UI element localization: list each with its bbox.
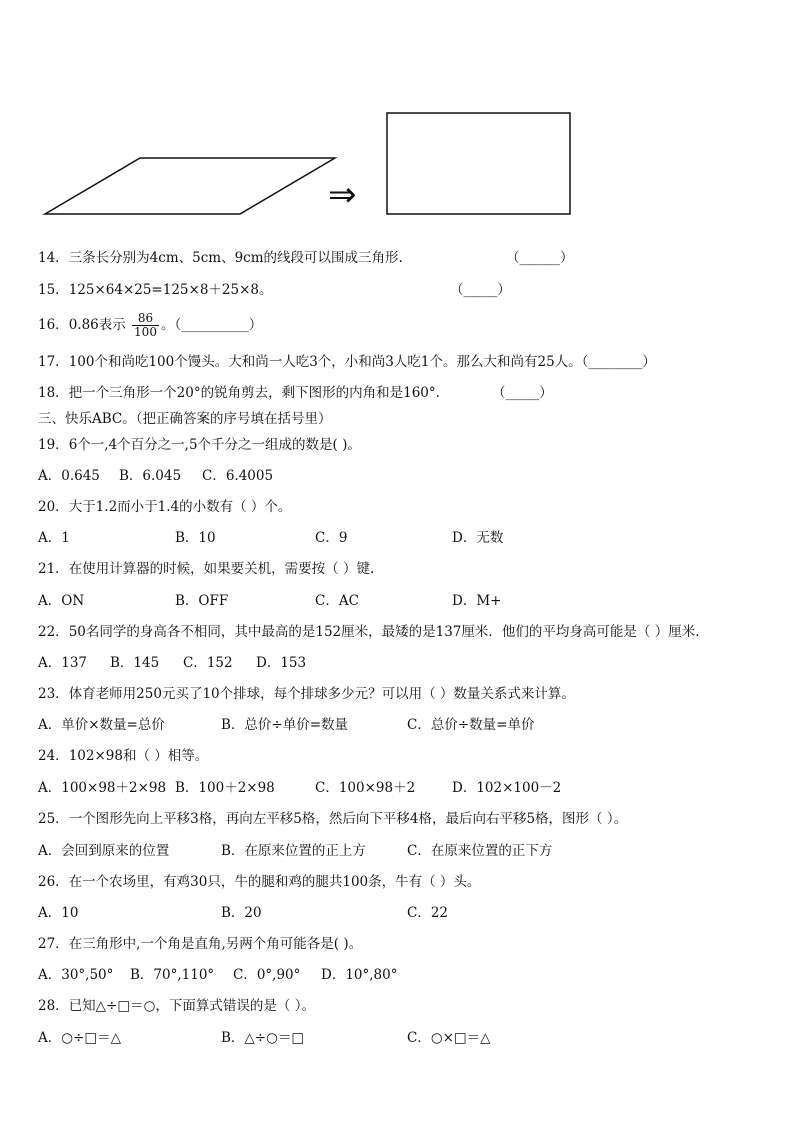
option-d[interactable]: D．102×100－2: [452, 780, 562, 796]
option-a[interactable]: A．○÷□＝△: [38, 1030, 121, 1046]
parallelogram-shape: [45, 158, 335, 214]
question-17: 17．100个和尚吃100个馒头。大和尚一人吃3个，小和尚3人吃1个。那么大和尚有25人。（________）: [38, 354, 656, 370]
option-d[interactable]: D．无数: [452, 530, 504, 546]
option-c[interactable]: C．22: [407, 905, 449, 921]
question-23: 23．体育老师用250元买了10个排球，每个排球多少元？可以用（ ）数量关系式来计算。: [38, 686, 575, 702]
question-16: 16．0.86表示 $\frac{86}{100}$ 。（__________）: [38, 311, 263, 339]
question-21: 21．在使用计算器的时候，如果要关机，需要按（ ）键.: [38, 561, 375, 577]
option-b[interactable]: B．20: [221, 905, 262, 921]
question-18: 18．把一个三角形一个20°的锐角剪去，剩下图形的内角和是160°.: [38, 385, 440, 401]
option-a[interactable]: A．137: [38, 655, 88, 671]
question-24: 24．102×98和（ ）相等。: [38, 748, 209, 764]
question-26: 26．在一个农场里，有鸡30只，牛的腿和鸡的腿共100条，牛有（ ）头。: [38, 874, 481, 890]
answer-blank-16[interactable]: 。（__________）: [160, 317, 263, 333]
option-a[interactable]: A．100×98＋2×98: [38, 780, 167, 796]
question-22: 22．50名同学的身高各不相同，其中最高的是152厘米，最矮的是137厘米．他们的平均身高可能是（ ）厘米.: [38, 624, 700, 640]
option-c[interactable]: C．100×98＋2: [315, 780, 416, 796]
option-d[interactable]: D．153: [256, 655, 307, 671]
rectangle-shape: [387, 113, 570, 214]
question-14: 14．三条长分别为4cm、5cm、9cm的线段可以围成三角形.: [38, 250, 403, 266]
option-a[interactable]: A．10: [38, 905, 79, 921]
answer-blank-15[interactable]: （_____）: [450, 282, 511, 298]
option-b[interactable]: B．6.045: [119, 468, 182, 484]
parallelogram-to-rectangle-figure: [0, 0, 794, 230]
option-c[interactable]: C．9: [315, 530, 348, 546]
question-19: 19．6个一,4个百分之一,5个千分之一组成的数是( )。: [38, 437, 361, 453]
option-c[interactable]: C．AC: [315, 593, 359, 609]
option-c[interactable]: C．152: [183, 655, 233, 671]
option-a[interactable]: A．30°,50°: [38, 967, 114, 983]
option-b[interactable]: B．10: [175, 530, 216, 546]
question-25: 25．一个图形先向上平移3格，再向左平移5格，然后向下平移4格，最后向右平移5格，图形（ ）。: [38, 811, 628, 827]
option-c[interactable]: C．0°,90°: [233, 967, 301, 983]
option-a[interactable]: A．1: [38, 530, 70, 546]
option-d[interactable]: D．10°,80°: [321, 967, 398, 983]
option-b[interactable]: B．100＋2×98: [175, 780, 275, 796]
option-a[interactable]: A．单价×数量=总价: [38, 717, 165, 733]
option-b[interactable]: B．OFF: [175, 593, 229, 609]
section-heading: 三、快乐ABC。（把正确答案的序号填在括号里）: [38, 411, 332, 427]
question-27: 27．在三角形中,一个角是直角,另两个角可能各是( )。: [38, 936, 363, 952]
option-a[interactable]: A．ON: [38, 593, 85, 609]
answer-blank-18[interactable]: （_____）: [492, 385, 553, 401]
option-a[interactable]: A．会回到原来的位置: [38, 843, 170, 859]
arrow-icon: ⇒: [328, 175, 357, 215]
option-b[interactable]: B．70°,110°: [130, 967, 215, 983]
option-c[interactable]: C．○×□＝△: [407, 1030, 491, 1046]
option-b[interactable]: B．总价÷单价=数量: [221, 717, 349, 733]
option-b[interactable]: B．在原来位置的正上方: [221, 843, 366, 859]
question-15: 15．125×64×25=125×8＋25×8。: [38, 282, 273, 298]
answer-blank-14[interactable]: （______）: [506, 250, 574, 266]
option-a[interactable]: A．0.645: [38, 468, 100, 484]
option-c[interactable]: C．6.4005: [202, 468, 274, 484]
question-28: 28．已知△÷□＝○，下面算式错误的是（ ）。: [38, 998, 315, 1014]
option-c[interactable]: C．在原来位置的正下方: [407, 843, 553, 859]
option-b[interactable]: B．145: [110, 655, 160, 671]
question-20: 20．大于1.2而小于1.4的小数有（ ）个。: [38, 499, 292, 515]
fraction: $\frac{86}{100}$: [134, 311, 157, 339]
option-d[interactable]: D．M+: [452, 593, 502, 609]
option-b[interactable]: B．△÷○＝□: [221, 1030, 305, 1046]
option-c[interactable]: C．总价÷数量=单价: [407, 717, 535, 733]
